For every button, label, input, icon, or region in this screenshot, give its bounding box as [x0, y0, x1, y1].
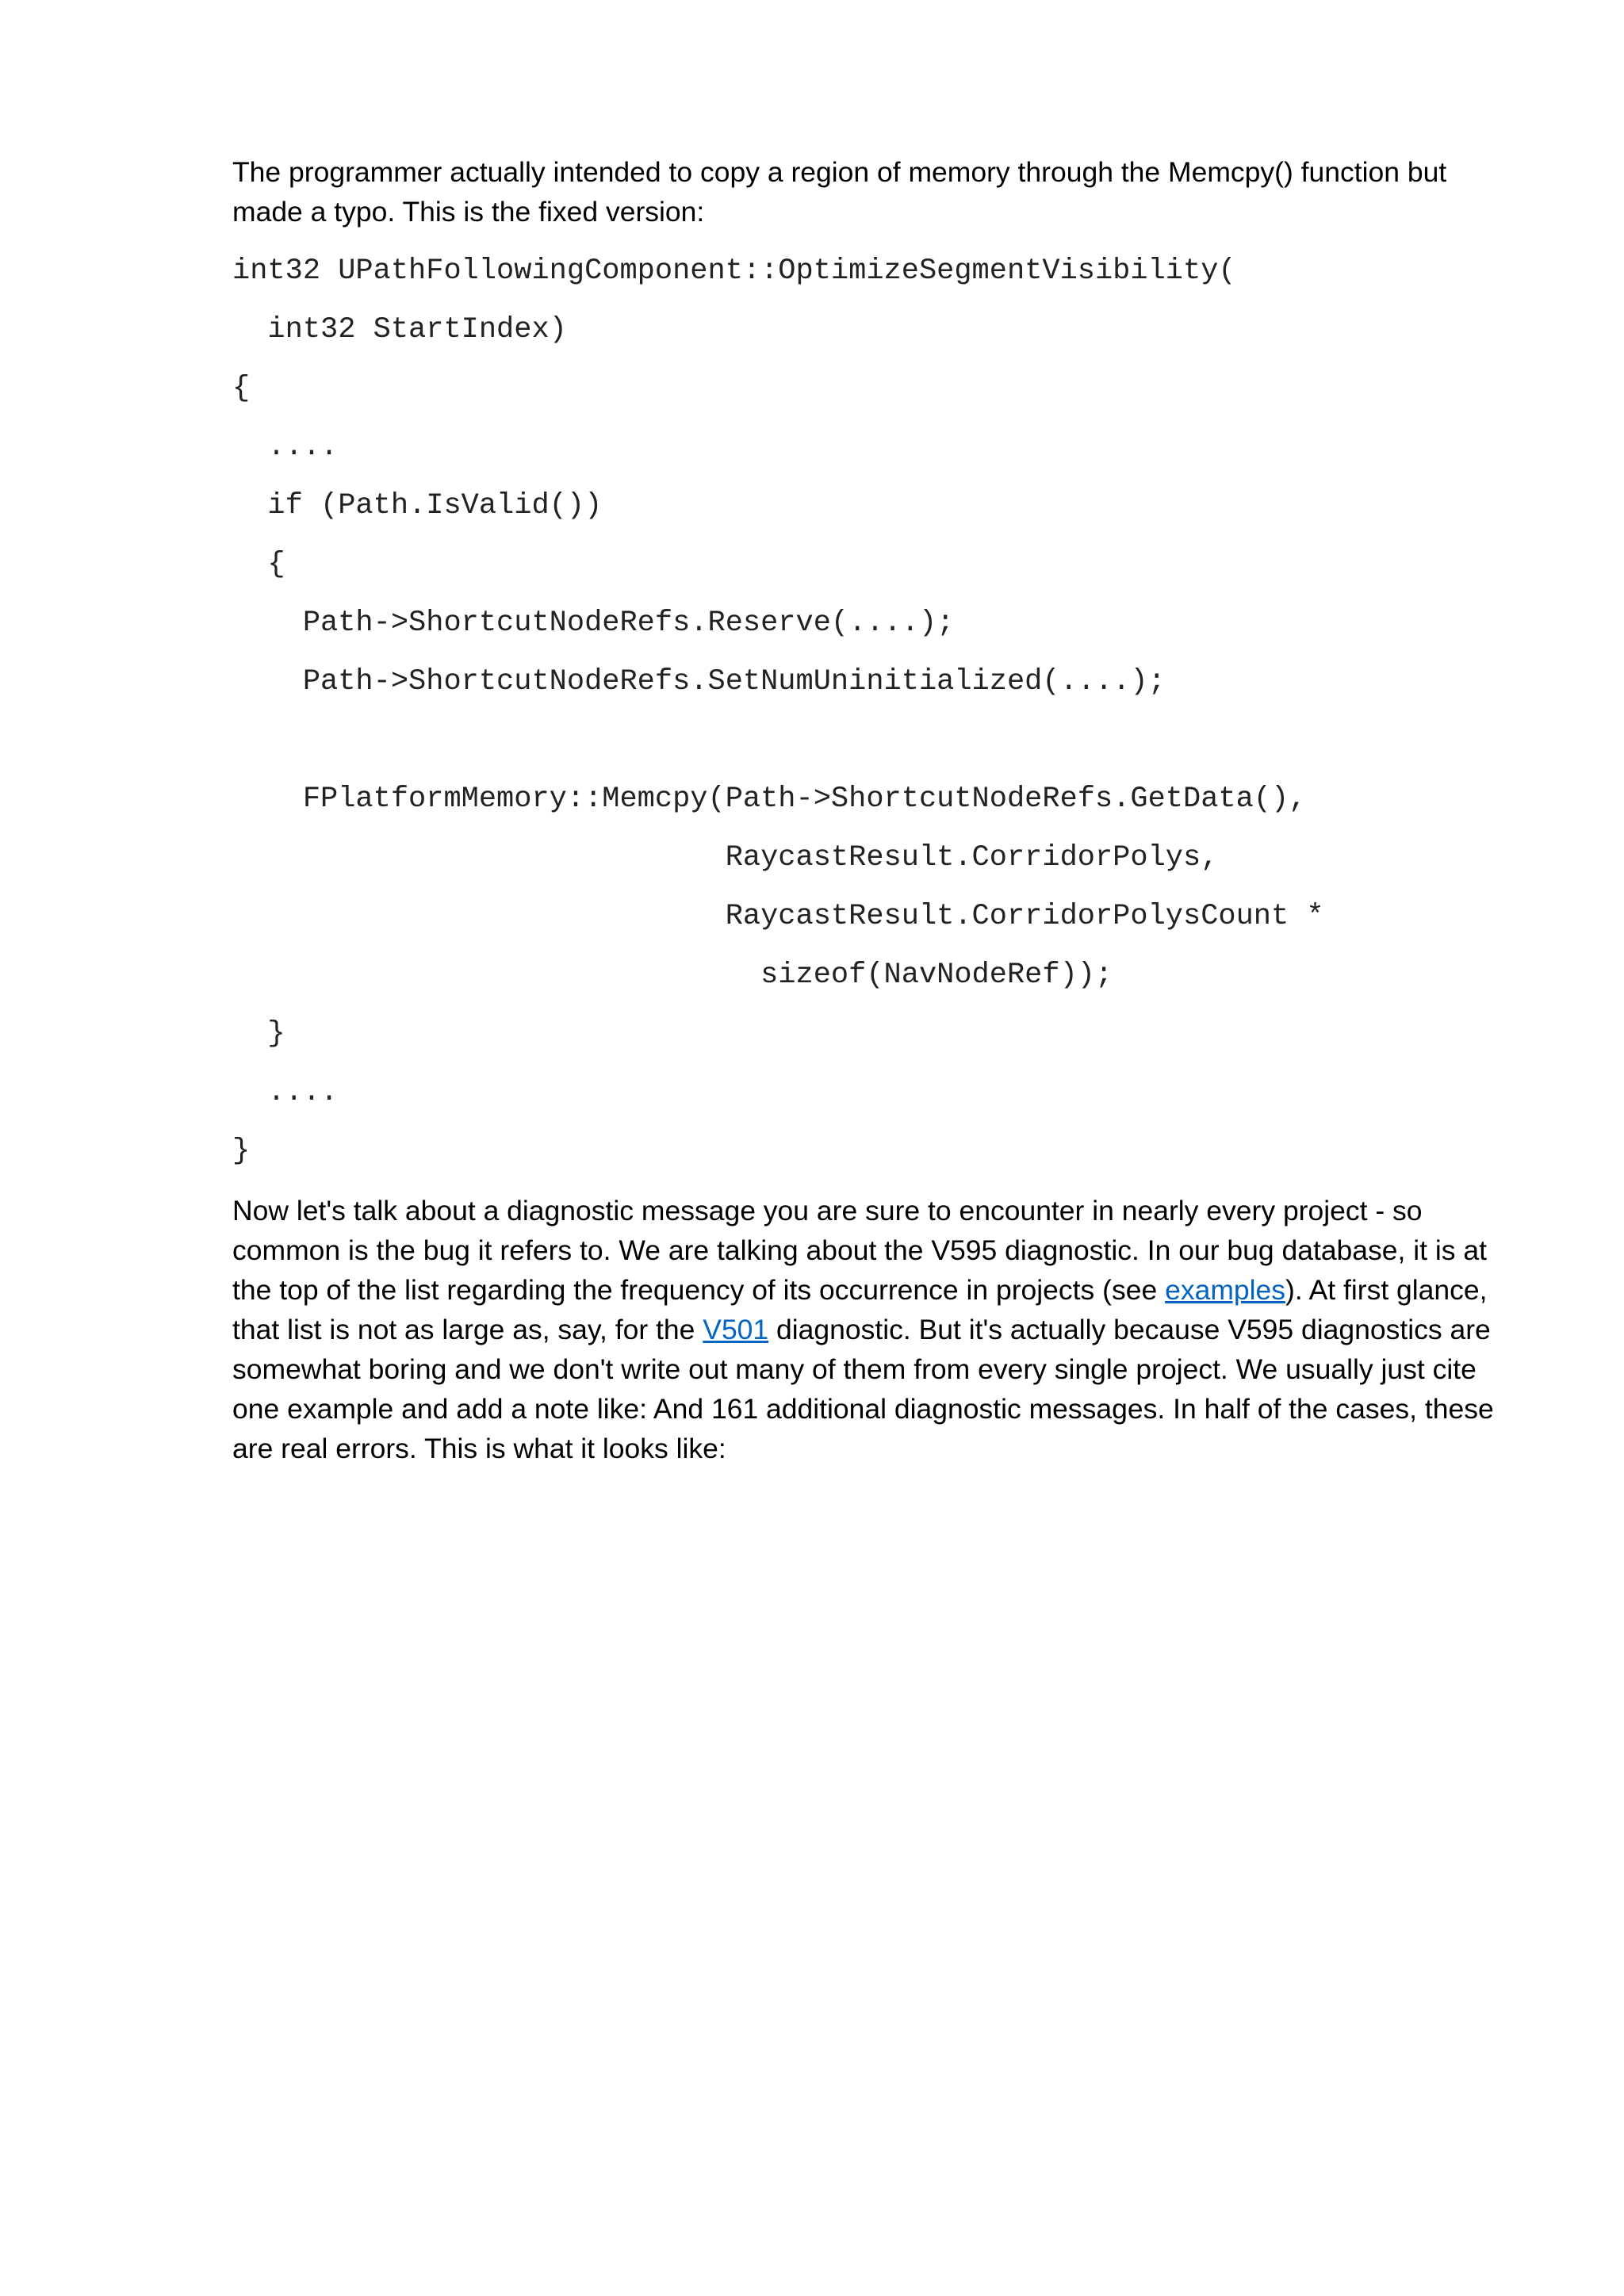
code-block: [232, 252, 1501, 1191]
code-line-blank: [232, 721, 1501, 780]
code-line: FPlatformMemory::Memcpy(Path->ShortcutNodeRefs.GetData(),: [232, 783, 1307, 816]
code-line: int32 StartIndex): [232, 313, 567, 346]
code-line: Path->ShortcutNodeRefs.Reserve(....);: [232, 607, 955, 640]
intro-paragraph: The programmer actually intended to copy a region of memory through the Memcpy() function but made a typo. This is the fixed version:: [232, 156, 1447, 228]
code-line: ....: [232, 1076, 339, 1109]
code-line: int32 UPathFollowingComponent::OptimizeSegmentVisibility(: [232, 254, 1236, 288]
outro-text-3: diagnostic. But it's actually because V595 diagnostics are somewhat boring and we don't write out many of them from every single project. We usually just cite one example and add a note like: And 161 additional diagnostic messages. In half of the cases, these are real errors. This is what it looks like:: [232, 1314, 1494, 1464]
code-line: if (Path.IsValid()): [232, 489, 603, 522]
code-line: Path->ShortcutNodeRefs.SetNumUninitialized(....);: [232, 665, 1166, 698]
code-line: ....: [232, 430, 339, 464]
code-line: {: [232, 548, 285, 581]
outro-text-1: Now let's talk about a diagnostic message you are sure to encounter in nearly every project - so common is the bug it refers to. We are talking about the V595 diagnostic. In our bug database, it is at the top of the list regarding the frequency of its occurrence in projects (see: [232, 1195, 1487, 1306]
code-line: sizeof(NavNodeRef));: [232, 959, 1113, 992]
v501-link[interactable]: V501: [703, 1314, 769, 1345]
outro-paragraph: [232, 1191, 1501, 1468]
outro-text-2: ). At first glance, that list is not as large as, say, for the: [232, 1274, 1488, 1345]
code-line: RaycastResult.CorridorPolysCount *: [232, 900, 1324, 933]
code-line: }: [232, 1017, 285, 1050]
code-line: }: [232, 1135, 251, 1168]
code-line: RaycastResult.CorridorPolys,: [232, 841, 1219, 874]
code-line: {: [232, 372, 251, 405]
examples-link[interactable]: examples: [1165, 1274, 1286, 1306]
